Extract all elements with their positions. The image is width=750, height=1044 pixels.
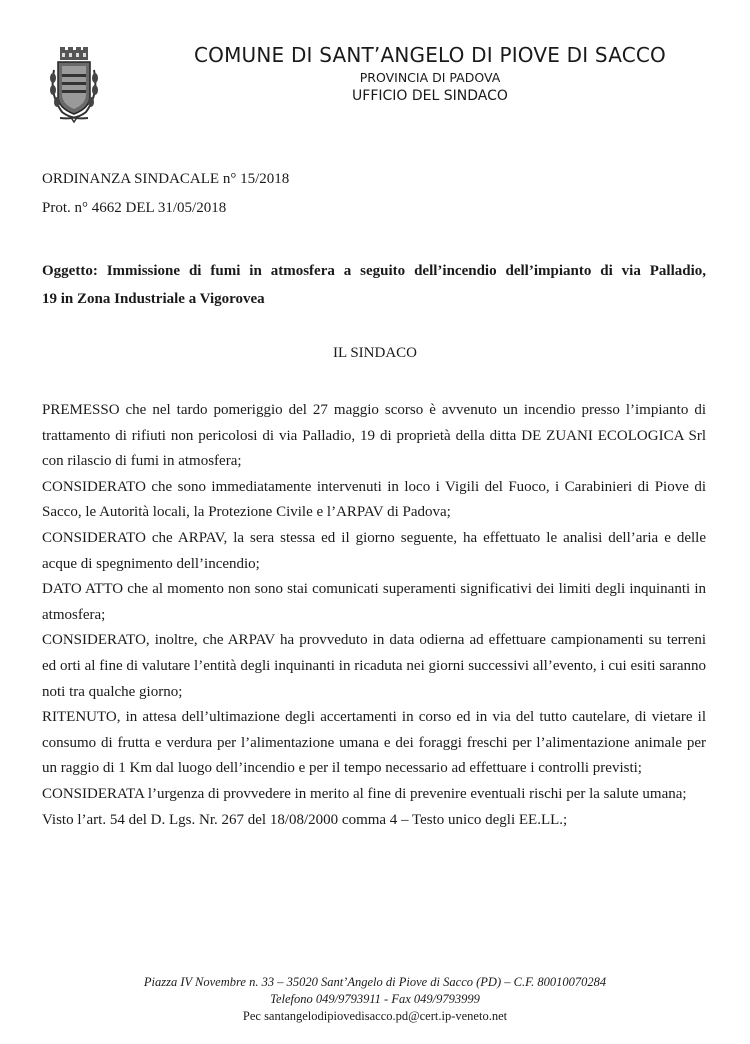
- subject-line-1: Oggetto: Immissione di fumi in atmosfera a seguito dell’incendio dell’impianto di via Palladio,: [42, 263, 706, 279]
- authority-heading: IL SINDACO: [332, 345, 418, 361]
- municipality-title: COMUNE DI SANT’ANGELO DI PIOVE DI SACCO: [193, 43, 666, 67]
- footer-pec: Pec santangelodipiovedisacco.pd@cert.ip-veneto.net: [242, 1009, 508, 1023]
- footer-phone: Telefono 049/9793911 - Fax 049/9793999: [270, 992, 480, 1006]
- protocol-number: Prot. n° 4662 DEL 31/05/2018: [42, 200, 227, 216]
- coat-of-arms-icon: [48, 46, 100, 124]
- subject-line-2: 19 in Zona Industriale a Vigorovea: [42, 291, 265, 307]
- footer-address: Piazza IV Novembre n. 33 – 35020 Sant’Angelo di Piove di Sacco (PD) – C.F. 80010070284: [143, 975, 607, 989]
- paragraph-considerato-3: CONSIDERATO, inoltre, che ARPAV ha provveduto in data odierna ad effettuare campionamenti su terreni ed orti al fine di valutare l’entità degli inquinanti in ricaduta nei giorni successivi all’evento, i cui esiti saranno noti tra qualche giorno;: [42, 632, 706, 700]
- ordinance-body: [42, 398, 706, 833]
- paragraph-ritenuto: RITENUTO, in attesa dell’ultimazione degli accertamenti in corso ed in via del tutto cautelare, di vietare il consumo di frutta e verdura per l’alimentazione umana e dei foraggi freschi per l’alimentazione animale per un raggio di 1 Km dal luogo dell’incendio e per il tempo necessario ad effettuare i controlli previsti;: [42, 709, 706, 777]
- paragraph-premesso: PREMESSO che nel tardo pomeriggio del 27 maggio scorso è avvenuto un incendio presso l’impianto di trattamento di rifiuti non pericolosi di via Palladio, 19 di proprietà della ditta DE ZUANI ECOLOGICA Srl con rilascio di fumi in atmosfera;: [42, 402, 706, 470]
- office-name: UFFICIO DEL SINDACO: [352, 88, 508, 104]
- subject: [42, 257, 706, 313]
- province-name: PROVINCIA DI PADOVA: [359, 70, 501, 85]
- paragraph-considerato-2: CONSIDERATO che ARPAV, la sera stessa ed il giorno seguente, ha effettuato le analisi dell’aria e delle acque di spegnimento dell’incendio;: [42, 529, 706, 572]
- paragraph-visto: Visto l’art. 54 del D. Lgs. Nr. 267 del 18/08/2000 comma 4 – Testo unico degli EE.LL.;: [42, 811, 568, 828]
- paragraph-considerata: CONSIDERATA l’urgenza di provvedere in merito al fine di prevenire eventuali rischi per la salute umana;: [42, 785, 687, 802]
- ordinance-number: ORDINANZA SINDACALE n° 15/2018: [42, 171, 290, 187]
- paragraph-dato-atto: DATO ATTO che al momento non sono stai comunicati superamenti significativi dei limiti degli inquinanti in atmosfera;: [42, 581, 706, 623]
- paragraph-considerato-1: CONSIDERATO che sono immediatamente intervenuti in loco i Vigili del Fuoco, i Carabinieri di Piove di Sacco, le Autorità locali, la Protezione Civile e l’ARPAV di Padova;: [42, 478, 706, 521]
